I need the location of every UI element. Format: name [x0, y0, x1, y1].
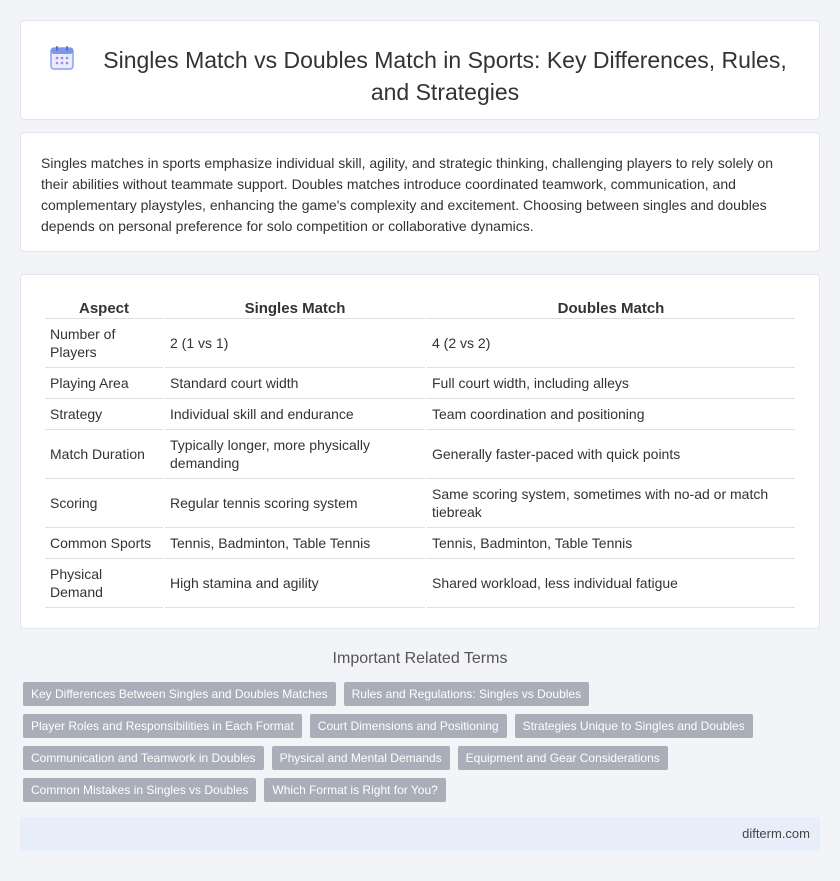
- related-tag[interactable]: Which Format is Right for You?: [264, 778, 445, 802]
- related-tag[interactable]: Strategies Unique to Singles and Doubles: [515, 714, 753, 738]
- cell-singles: Standard court width: [165, 368, 425, 399]
- cell-singles: Tennis, Badminton, Table Tennis: [165, 528, 425, 559]
- cell-singles: Individual skill and endurance: [165, 399, 425, 430]
- header-card: [20, 20, 820, 120]
- cell-doubles: Full court width, including alleys: [427, 368, 795, 399]
- cell-singles: Regular tennis scoring system: [165, 479, 425, 528]
- cell-doubles: 4 (2 vs 2): [427, 319, 795, 368]
- calendar-icon: [49, 45, 75, 71]
- table-row: [45, 559, 795, 608]
- related-tags: [23, 682, 803, 802]
- related-terms-title: Important Related Terms: [332, 650, 508, 667]
- related-tag[interactable]: Physical and Mental Demands: [272, 746, 450, 770]
- cell-aspect: Physical Demand: [45, 559, 163, 608]
- related-tag[interactable]: Key Differences Between Singles and Doubles Matches: [23, 682, 336, 706]
- table-row: [45, 528, 795, 559]
- header-aspect: Aspect: [45, 295, 163, 319]
- cell-doubles: Tennis, Badminton, Table Tennis: [427, 528, 795, 559]
- cell-singles: Typically longer, more physically demanding: [165, 430, 425, 479]
- table-row: [45, 319, 795, 368]
- comparison-table: [43, 295, 797, 608]
- cell-singles: 2 (1 vs 1): [165, 319, 425, 368]
- comparison-card: [20, 274, 820, 629]
- related-tag[interactable]: Rules and Regulations: Singles vs Doubles: [344, 682, 589, 706]
- header-doubles: Doubles Match: [427, 295, 795, 319]
- footer: [20, 817, 820, 851]
- table-header-row: [45, 295, 795, 319]
- cell-aspect: Strategy: [45, 399, 163, 430]
- related-tag[interactable]: Equipment and Gear Considerations: [458, 746, 668, 770]
- cell-aspect: Common Sports: [45, 528, 163, 559]
- related-tag[interactable]: Player Roles and Responsibilities in Each Format: [23, 714, 302, 738]
- related-tag[interactable]: Communication and Teamwork in Doubles: [23, 746, 264, 770]
- table-row: [45, 430, 795, 479]
- cell-doubles: Generally faster-paced with quick points: [427, 430, 795, 479]
- intro-card: [20, 132, 820, 252]
- cell-doubles: Same scoring system, sometimes with no-ad or match tiebreak: [427, 479, 795, 528]
- related-tag[interactable]: Court Dimensions and Positioning: [310, 714, 507, 738]
- cell-aspect: Number of Players: [45, 319, 163, 368]
- related-tag[interactable]: Common Mistakes in Singles vs Doubles: [23, 778, 256, 802]
- cell-singles: High stamina and agility: [165, 559, 425, 608]
- cell-doubles: Shared workload, less individual fatigue: [427, 559, 795, 608]
- cell-aspect: Playing Area: [45, 368, 163, 399]
- cell-aspect: Scoring: [45, 479, 163, 528]
- table-row: [45, 399, 795, 430]
- intro-paragraph: Singles matches in sports emphasize individual skill, agility, and strategic thinking, challenging players to rely solely on their abilities without teammate support. Doubles matches introduce coordinated teamwork, communication, and complementary playstyles, enhancing the game's complexity and excitement. Choosing between singles and doubles depends on personal preference for solo competition or collaborative dynamics.: [41, 155, 773, 234]
- table-row: [45, 479, 795, 528]
- header-singles: Singles Match: [165, 295, 425, 319]
- cell-doubles: Team coordination and positioning: [427, 399, 795, 430]
- table-row: [45, 368, 795, 399]
- footer-site-name[interactable]: difterm.com: [742, 826, 810, 841]
- cell-aspect: Match Duration: [45, 430, 163, 479]
- page-title: Singles Match vs Doubles Match in Sports: Key Differences, Rules, and Strategies: [103, 47, 787, 105]
